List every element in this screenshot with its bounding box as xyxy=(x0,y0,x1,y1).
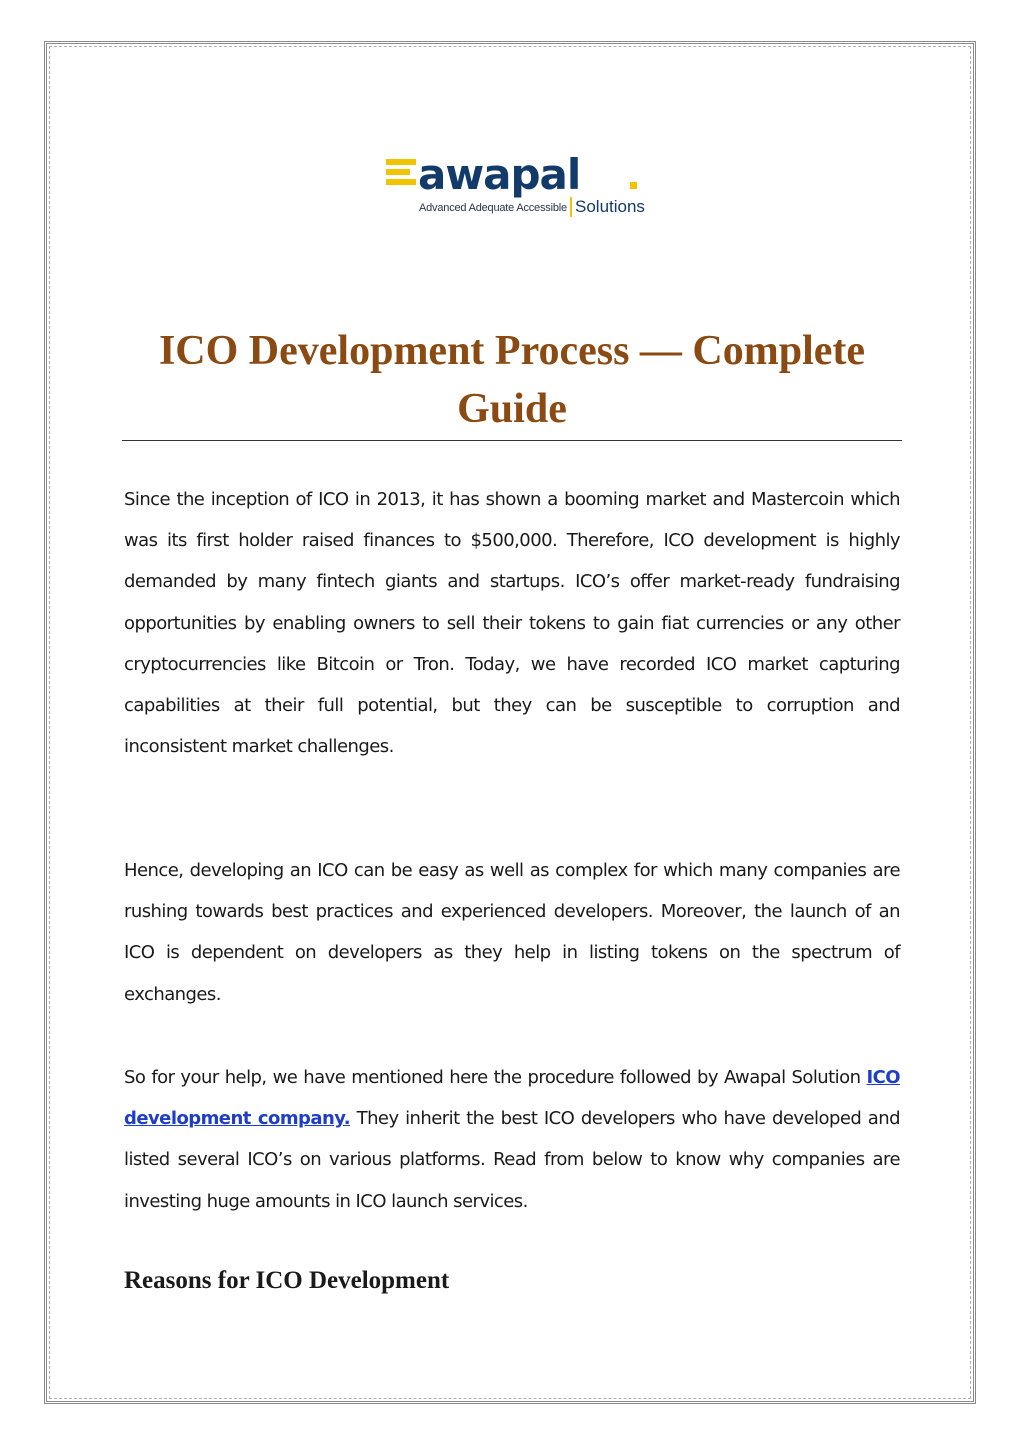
ico-development-company-link[interactable]: ICO development company. xyxy=(124,1067,900,1130)
logo-wordmark: awapal xyxy=(418,150,581,198)
paragraph-procedure-start: So for your help, we have mentioned here the procedure followed by Awapal Solution xyxy=(124,1067,867,1088)
logo-solutions: Solutions xyxy=(570,197,645,217)
awapal-logo-mark xyxy=(384,150,646,198)
paragraph-procedure-end: They inherit the best ICO developers who have developed and listed several ICO’s on various platforms. Read from below to know why companies are investing huge amounts in ICO launch services. xyxy=(124,1108,901,1212)
paragraph-developing: Hence, developing an ICO can be easy as well as complex for which many companies are rushing towards best practices and experienced developers. Moreover, the launch of an ICO is dependent on developers as they help in listing tokens on the spectrum of exchanges. xyxy=(124,860,900,1005)
section-heading-reasons: Reasons for ICO Development xyxy=(124,1267,450,1294)
logo-tagline: Advanced Adequate Accessible xyxy=(419,202,567,214)
paragraph-intro: Since the inception of ICO in 2013, it has shown a booming market and Mastercoin which was its first holder raised finances to $500,000. Therefore, ICO development is highly demanded by many fintech giants and startups. ICO’s offer market-ready fundraising opportunities by enabling owners to sell their tokens to gain fiat currencies or any other cryptocurrencies like Bitcoin or Tron. Today, we have recorded ICO market capturing capabilities at their full potential, but they can be susceptible to corruption and inconsistent market challenges. xyxy=(124,489,900,758)
document-title: ICO Development Process — Complete Guide xyxy=(158,328,866,432)
title-divider xyxy=(122,440,902,441)
paragraph-procedure xyxy=(124,1057,900,1222)
awapal-logo xyxy=(384,150,646,222)
